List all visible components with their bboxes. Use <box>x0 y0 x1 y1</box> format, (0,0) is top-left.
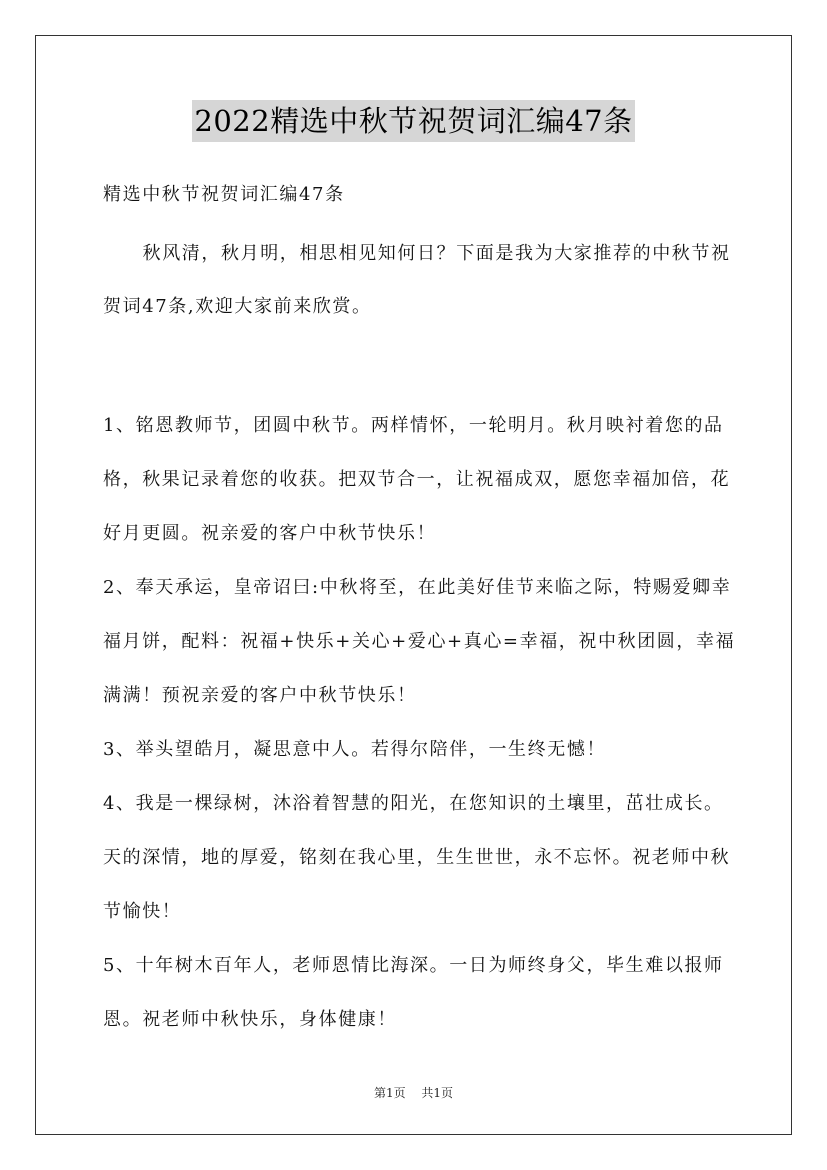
intro-paragraph: 秋风清，秋月明，相思相见知何日？下面是我为大家推荐的中秋节祝贺词47条,欢迎大家前来欣赏。 <box>103 243 731 317</box>
document-body <box>103 175 743 1047</box>
greeting-list <box>103 399 743 1047</box>
greeting-item-4: 4、我是一棵绿树，沐浴着智慧的阳光，在您知识的土壤里，茁壮成长。天的深情，地的厚爱，铭刻在我心里，生生世世，永不忘怀。祝老师中秋节愉快！ <box>103 793 731 922</box>
greeting-item-5: 5、十年树木百年人，老师恩情比海深。一日为师终身父，毕生难以报师恩。祝老师中秋快乐，身体健康！ <box>103 955 724 1030</box>
greeting-item-3: 3、举头望皓月，凝思意中人。若得尔陪伴，一生终无憾！ <box>103 739 607 760</box>
page-footer <box>0 1084 827 1101</box>
document-subtitle: 精选中秋节祝贺词汇编47条 <box>103 184 345 205</box>
page-total: 共1页 <box>421 1086 454 1100</box>
title-wrap <box>0 100 827 142</box>
greeting-item-1: 1、铭恩教师节，团圆中秋节。两样情怀，一轮明月。秋月映衬着您的品格，秋果记录着您的收获。把双节合一，让祝福成双，愿您幸福加倍，花好月更圆。祝亲爱的客户中秋节快乐！ <box>103 415 731 544</box>
greeting-item-2: 2、奉天承运，皇帝诏曰:中秋将至，在此美好佳节来临之际，特赐爱卿幸福月饼，配料：祝福+快乐+关心+爱心+真心=幸福，祝中秋团圆，幸福满满！预祝亲爱的客户中秋节快乐！ <box>103 577 736 706</box>
document-title: 2022精选中秋节祝贺词汇编47条 <box>192 100 634 142</box>
page-number: 第1页 <box>373 1086 406 1100</box>
